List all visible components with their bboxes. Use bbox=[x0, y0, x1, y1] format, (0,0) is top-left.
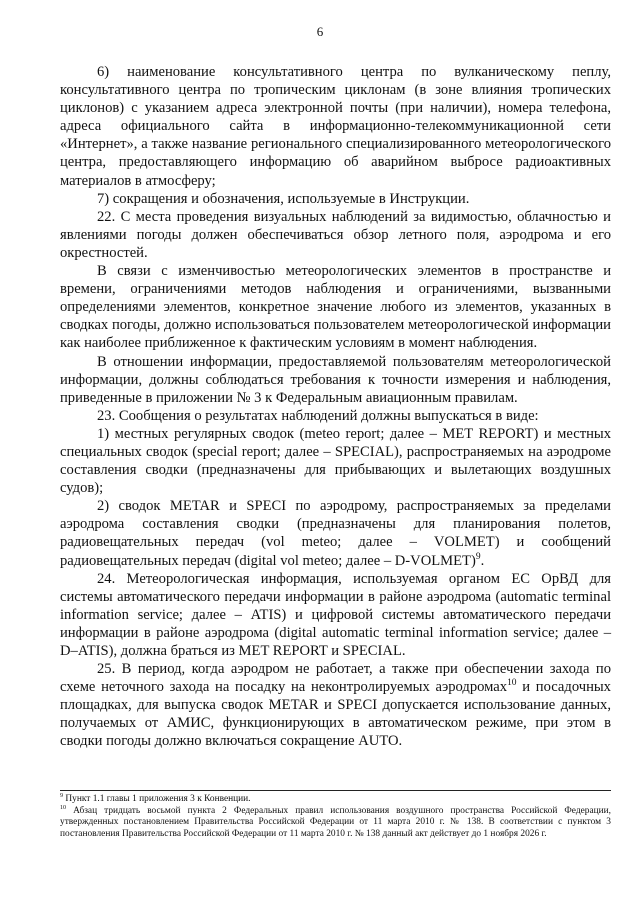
paragraph-clause-23: 23. Сообщения о результатах наблюдений должны выпускаться в виде: bbox=[97, 407, 539, 424]
paragraph-clause-25 bbox=[60, 660, 611, 750]
paragraph-variability: В связи с изменчивостью метеорологических элементов в пространстве и времени, ограничениями методов наблюдения и ограничениями, вызванными определениями элементов, конкретное значение любого из элементов, указанных в сводках погоды, должно использоваться пользователем метеорологической информации как наиболее приближенное к фактическим условиям в момент наблюдения. bbox=[60, 263, 611, 352]
paragraph-item-2-end: . bbox=[480, 552, 485, 569]
footnote-10-text: Абзац тридцать восьмой пункта 2 Федеральных правил использования воздушного пространства Российской Федерации, утвержденных постановлением Правительства Российской Федерации от 11 марта 2010 г. № 138. В соответствии с пунктом 3 постановления Правительства Российской Федерации от 11 марта 2010 г. № 138 данный акт действует до 1 ноября 2026 г. bbox=[60, 805, 612, 840]
paragraph-item-1-met-report: 1) местных регулярных сводок (meteo report; далее – MET REPORT) и местных специальных сводок (special report; далее – SPECIAL), распространяемых на аэродроме составления сводки (предназначены для прибывающих и вылетающих воздушных судов); bbox=[60, 425, 611, 497]
paragraph-accuracy: В отношении информации, предоставляемой пользователям метеорологической информации, должны соблюдаться требования к точности измерения и наблюдения, приведенные в приложении № 3 к Федеральным авиационным правилам. bbox=[60, 353, 611, 406]
page-number: 6 bbox=[316, 24, 324, 39]
paragraph-clause-25-cont: и посадочных площадках, для выпуска сводок METAR и SPECI допускается использование данных, получаемых от АМИС, функционирующих в автоматическом режиме, при этом в сводки погоды должно включаться сокращение AUTO. bbox=[60, 679, 611, 750]
paragraph-7-item: 7) сокращения и обозначения, используемые в Инструкции. bbox=[97, 190, 470, 207]
footnote-ref-9[interactable]: 9 bbox=[475, 551, 481, 562]
footnote-9 bbox=[60, 794, 611, 806]
paragraph-item-2-text: 2) сводок METAR и SPECI по аэродрому, распространяемых за пределами аэродрома составления сводки (предназначены для планирования полетов, радиовещательных передач (vol meteo; далее – VOLMET) и сообщений радиовещательных передач (digital vol meteo; далее – D-VOLMET) bbox=[60, 498, 611, 569]
footnote-ref-10[interactable]: 10 bbox=[507, 678, 517, 689]
paragraph-clause-24: 24. Метеорологическая информация, используемая органом ЕС ОрВД для системы автоматического передачи информации в районе аэродрома (automatic terminal information service; далее – ATIS) и цифровой системы автоматического передачи информации в районе аэродрома (digital automatic terminal information service; далее – D–ATIS), должна браться из MET REPORT и SPECIAL. bbox=[60, 570, 611, 659]
footnote-10-number: 10 bbox=[60, 804, 67, 811]
footnotes bbox=[60, 790, 611, 841]
footnote-9-text: Пункт 1.1 главы 1 приложения 3 к Конвенции. bbox=[65, 794, 251, 804]
footnote-10 bbox=[60, 806, 611, 841]
document-body bbox=[60, 63, 611, 751]
paragraph-clause-22: 22. С места проведения визуальных наблюдений за видимостью, облачностью и явлениями погоды должен обеспечиваться обзор летного поля, аэродрома и его окрестностей. bbox=[60, 208, 611, 261]
paragraph-clause-25-text: 25. В период, когда аэродром не работает, а также при обеспечении захода по схеме неточного захода на посадку на неконтролируемых аэродромах bbox=[60, 661, 611, 696]
paragraph-item-2-metar bbox=[60, 497, 611, 569]
paragraph-6-item: 6) наименование консультативного центра по вулканическому пеплу, консультативного центра по тропическим циклонам (в зоне влияния тропических циклонов) с указанием адреса электронной почты (при наличии), номера телефона, адреса официального сайта в информационно-телекоммуникационной сети «Интернет», а также название регионального специализированного метеорологического центра, предоставляющего информацию об аварийном выбросе радиоактивных материалов в атмосферу; bbox=[60, 64, 611, 189]
footnote-9-number: 9 bbox=[60, 792, 64, 799]
